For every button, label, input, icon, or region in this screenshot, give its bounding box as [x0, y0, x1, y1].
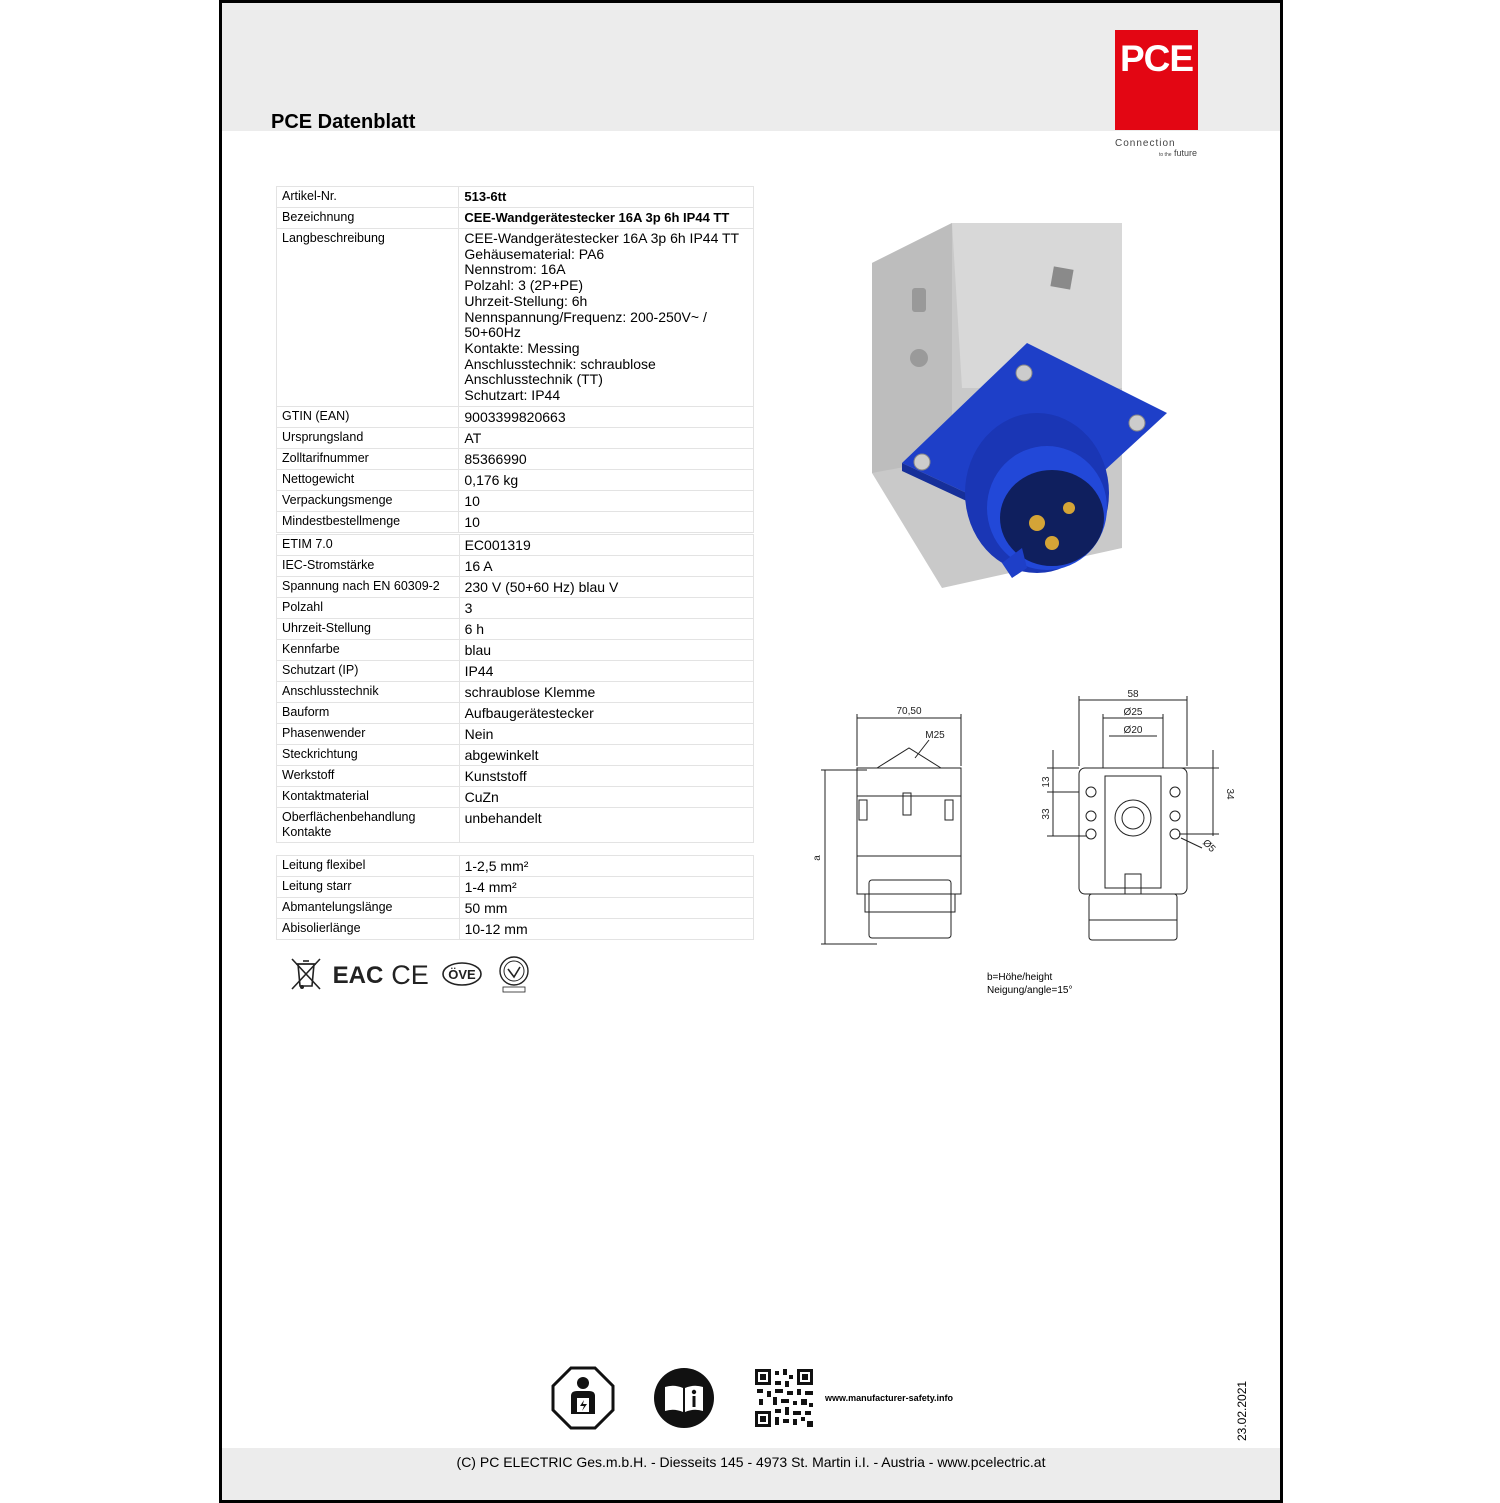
general-value: CEE-Wandgerätestecker 16A 3p 6h IP44 TT Gehäusematerial: PA6 Nennstrom: 16A Polzahl: 3 (2P+PE) Uhrzeit-Stellung: 6h Nennspannung/Frequenz: 200-250V~ / 50+60Hz Kontakte: Messing Anschlusstechnik: schraublose Anschlusstechnik (TT) Schutzart: IP44 [459, 229, 754, 407]
general-row [277, 229, 754, 407]
general-row [277, 511, 754, 532]
date-text: 23.02.2021 [1235, 1380, 1249, 1441]
general-value: CEE-Wandgerätestecker 16A 3p 6h IP44 TT [459, 208, 754, 229]
ove-mark-text: ÖVE [448, 967, 476, 982]
certification-marks [287, 955, 533, 993]
etim-row [277, 598, 754, 619]
etim-row [277, 556, 754, 577]
cable-key: Leitung starr [277, 877, 460, 898]
cable-key: Abmantelungslänge [277, 898, 460, 919]
etim-key: Anschlusstechnik [277, 682, 460, 703]
ce-mark-icon [391, 955, 429, 993]
general-key: Zolltarifnummer [277, 448, 459, 469]
etim-key: Steckrichtung [277, 745, 460, 766]
date-stamp [1235, 1380, 1255, 1443]
page-title: PCE Datenblatt [271, 111, 416, 133]
general-key: Ursprungsland [277, 427, 459, 448]
dim-33: 33 [1041, 808, 1052, 820]
logo-tagline-2 [1159, 148, 1197, 158]
etim-row [277, 808, 754, 843]
general-row [277, 208, 754, 229]
etim-value: 6 h [459, 619, 753, 640]
general-value: 513-6tt [459, 187, 754, 208]
logo-text: PCE [1119, 38, 1194, 79]
eac-mark-icon [332, 955, 384, 993]
cable-data-table [276, 855, 754, 940]
etim-row [277, 703, 754, 724]
ove-mark-icon [443, 955, 481, 993]
logo-tagline-small: to the [1159, 152, 1172, 158]
etim-value: IP44 [459, 661, 753, 682]
etim-value: abgewinkelt [459, 745, 753, 766]
etim-row [277, 766, 754, 787]
drawing-note [987, 971, 1072, 997]
etim-value: unbehandelt [459, 808, 753, 843]
etim-key: Kontaktmaterial [277, 787, 460, 808]
general-value: 10 [459, 511, 754, 532]
dimension-drawing [812, 688, 1237, 958]
cable-value: 1-2,5 mm² [459, 856, 753, 877]
etim-key: Schutzart (IP) [277, 661, 460, 682]
dim-13: 13 [1041, 776, 1052, 788]
etim-row [277, 745, 754, 766]
general-row [277, 469, 754, 490]
etim-row [277, 640, 754, 661]
eac-mark-text: EAC [332, 962, 384, 989]
general-row [277, 406, 754, 427]
etim-value: Nein [459, 724, 753, 745]
general-value: 10 [459, 490, 754, 511]
general-key: Langbeschreibung [277, 229, 459, 407]
etim-value: 3 [459, 598, 753, 619]
cable-value: 10-12 mm [459, 919, 753, 940]
dim-width-side: 70,50 [896, 706, 922, 717]
ce-mark-text: CE [391, 960, 429, 990]
etim-value: 16 A [459, 556, 753, 577]
general-value: 0,176 kg [459, 469, 754, 490]
cable-row [277, 856, 754, 877]
etim-value: schraublose Klemme [459, 682, 753, 703]
general-value: 85366990 [459, 448, 754, 469]
footer [222, 1448, 1280, 1500]
etim-row [277, 724, 754, 745]
general-key: Artikel-Nr. [277, 187, 459, 208]
weee-icon [287, 955, 325, 993]
etim-value: blau [459, 640, 753, 661]
dim-height: a [812, 855, 823, 861]
general-key: GTIN (EAN) [277, 406, 459, 427]
general-key: Bezeichnung [277, 208, 459, 229]
etim-key: Polzahl [277, 598, 460, 619]
etim-value: Aufbaugerätestecker [459, 703, 753, 724]
read-manual-icon [653, 1367, 715, 1429]
datasheet-page [219, 0, 1283, 1503]
dim-dia-outer: Ø25 [1123, 707, 1143, 718]
etim-key: Werkstoff [277, 766, 460, 787]
etim-key: Bauform [277, 703, 460, 724]
etim-key: Spannung nach EN 60309-2 [277, 577, 460, 598]
etim-key: IEC-Stromstärke [277, 556, 460, 577]
etim-value: EC001319 [459, 535, 753, 556]
etim-key: Kennfarbe [277, 640, 460, 661]
footer-text: (C) PC ELECTRIC Ges.m.b.H. - Diesseits 145 - 4973 St. Martin i.I. - Austria - www.pcelectric.at [456, 1454, 1046, 1470]
general-row [277, 448, 754, 469]
etim-value: Kunststoff [459, 766, 753, 787]
etim-key: ETIM 7.0 [277, 535, 460, 556]
pce-logo [1115, 30, 1198, 130]
safety-url[interactable]: www.manufacturer-safety.info [825, 1393, 954, 1403]
safety-info [551, 1366, 953, 1430]
dim-34: 34 [1224, 788, 1235, 800]
dim-width-front: 58 [1127, 689, 1139, 700]
note-height: b=Höhe/height [987, 972, 1053, 983]
dim-hole: Ø5 [1200, 837, 1218, 855]
cable-key: Abisolierlänge [277, 919, 460, 940]
note-angle: Neigung/angle=15° [987, 985, 1073, 996]
cable-row [277, 919, 754, 940]
ove-approval-icon [495, 955, 533, 993]
etim-key: Phasenwender [277, 724, 460, 745]
general-row [277, 490, 754, 511]
dim-dia-inner: Ø20 [1123, 725, 1143, 736]
general-data-table [276, 186, 754, 533]
general-value: 9003399820663 [459, 406, 754, 427]
etim-key: Oberflächenbehandlung Kontakte [277, 808, 460, 843]
product-photo [862, 218, 1172, 598]
etim-row [277, 619, 754, 640]
qualified-electrician-icon [551, 1366, 615, 1430]
qr-code-icon [753, 1367, 815, 1429]
cable-value: 50 mm [459, 898, 753, 919]
cable-row [277, 877, 754, 898]
cable-row [277, 898, 754, 919]
logo-tagline: Connection [1115, 138, 1176, 149]
etim-row [277, 661, 754, 682]
etim-row [277, 682, 754, 703]
general-row [277, 187, 754, 208]
etim-key: Uhrzeit-Stellung [277, 619, 460, 640]
general-key: Verpackungsmenge [277, 490, 459, 511]
dim-thread: M25 [925, 730, 945, 741]
etim-row [277, 577, 754, 598]
etim-row [277, 535, 754, 556]
general-key: Mindestbestellmenge [277, 511, 459, 532]
etim-value: 230 V (50+60 Hz) blau V [459, 577, 753, 598]
etim-row [277, 787, 754, 808]
etim-data-table [276, 534, 754, 843]
etim-value: CuZn [459, 787, 753, 808]
logo-tagline-future: future [1174, 148, 1198, 158]
general-key: Nettogewicht [277, 469, 459, 490]
cable-value: 1-4 mm² [459, 877, 753, 898]
general-row [277, 427, 754, 448]
general-value: AT [459, 427, 754, 448]
cable-key: Leitung flexibel [277, 856, 460, 877]
